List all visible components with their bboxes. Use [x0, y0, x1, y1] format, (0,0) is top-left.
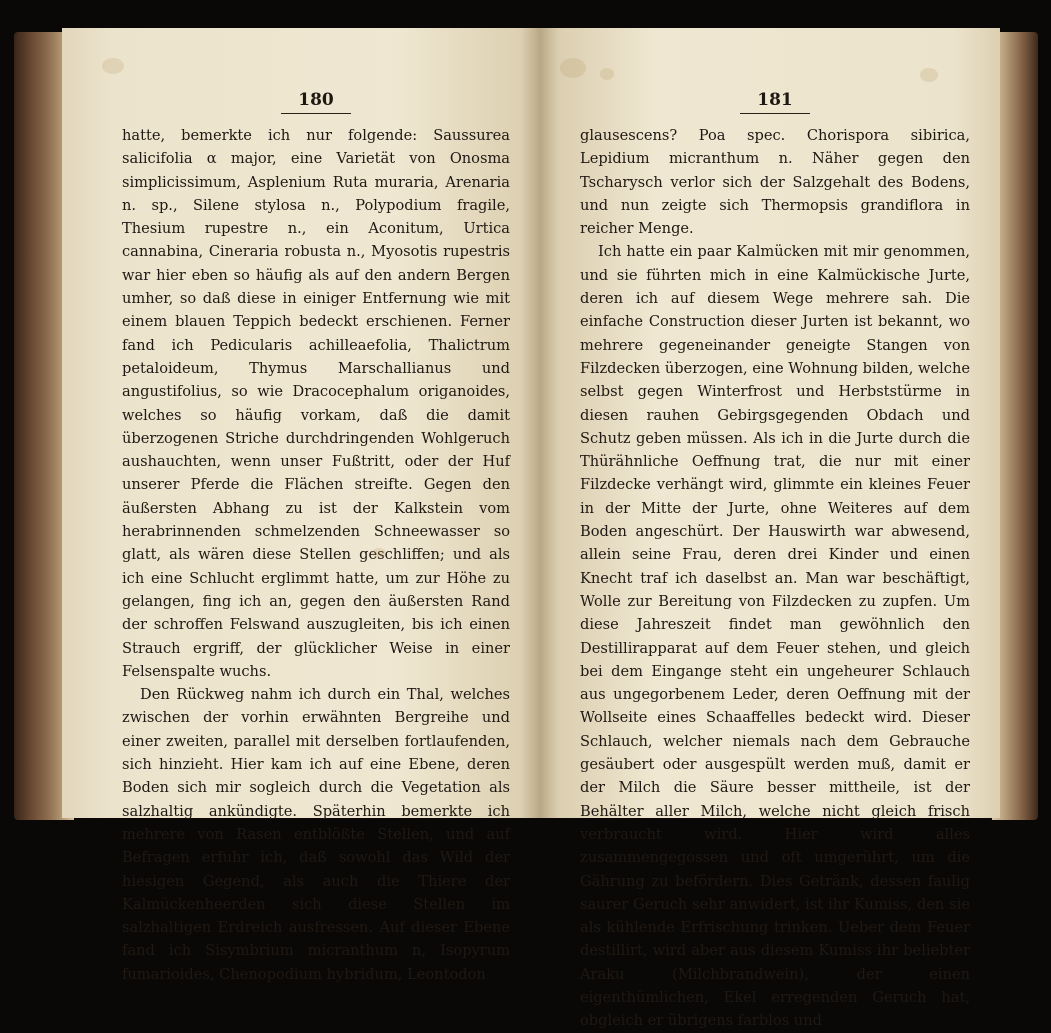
paragraph: Den Rückweg nahm ich durch ein Thal, welches zwischen der vorhin erwähnten Bergreihe und einer zweiten, parallel mit derselben fortlaufenden, sich hinzieht. Hier kam ich auf eine Ebene, deren Boden sich mir sogleich durch die Vegetation als salzhaltig ankündigte. Späterhin bemerkte ich mehrere von Rasen entblößte Stellen, und auf Befragen erfuhr ich, daß sowohl das Wild der hiesigen Gegend, als auch die Thiere der Kalmückenheerden sich diese Stellen im salzhaltigen Erdreich ausfressen. Auf dieser Ebene fand ich Sisymbrium micranthum n, Isopyrum fumarioides, Chenopodium hybridum, Leontodon [122, 686, 510, 983]
page-number: 180 [281, 90, 351, 114]
foxing-stain [102, 58, 124, 74]
foxing-stain [920, 68, 938, 82]
foxing-stain [372, 548, 386, 558]
foxing-stain [600, 68, 614, 80]
paragraph: hatte, bemerkte ich nur folgende: Saussurea salicifolia α major, eine Varietät von Onosma simplicissimum, Asplenium Ruta muraria, Arenaria n. sp., Silene stylosa n., Polypodium fragile, Thesium rupestre n., ein Aconitum, Urtica cannabina, Cineraria robusta n., Myosotis rupestris war hier eben so häufig als auf den andern Bergen umher, so daß diese in einiger Entfernung wie mit einem blauen Teppich bedeckt erschienen. Ferner fand ich Pedicularis achilleaefolia, Thalictrum petaloideum, Thymus Marschallianus und angustifolius, so wie Dracocephalum origanoides, welches so häufig vorkam, daß die damit überzogenen Striche durchdringenden Wohlgeruch aushauchten, wenn unser Fußtritt, oder der Huf unserer Pferde die Flächen streifte. Gegen den äußersten Abhang zu ist der Kalkstein vom herabrinnenden schmelzenden Schneewasser so glatt, als wären diese Stellen geschliffen; und als ich eine Schlucht erglimmt hatte, um zur Höhe zu gelangen, fing ich an, gegen den äußersten Rand der schroffen Felswand auszugleiten, bis ich einen Strauch ergriff, der glücklicher Weise in einer Felsenspalte wuchs. [122, 127, 510, 680]
paragraph: Ich hatte ein paar Kalmücken mit mir genommen, und sie führten mich in eine Kalmückische Jurte, deren ich auf diesem Wege mehrere sah. Die einfache Construction dieser Jurten ist bekannt, wo mehrere gegeneinander geneigte Stangen von Filzdecken überzogen, eine Wohnung bilden, welche selbst gegen Winterfrost und Herbststürme in diesen rauhen Gebirgsgegenden Obdach und Schutz geben müssen. Als ich in die Jurte durch die Thürähnliche Oeffnung trat, die nur mit einer Filzdecke verhängt wird, glimmte ein kleines Feuer in der Mitte der Jurte, ohne Weiteres auf dem Boden angeschürt. Der Hauswirth war abwesend, allein seine Frau, deren drei Kinder und einen Knecht traf ich daselbst an. Man war beschäftigt, Wolle zur Bereitung von Filzdecken zu zupfen. Um diese Jahreszeit findet man gewöhnlich den Destillirapparat auf dem Feuer stehen, und gleich bei dem Eingange steht ein ungeheurer Schlauch aus ungegorbenem Leder, deren Oeffnung mit der Wollseite eines Schaaffelles bedeckt wird. Dieser Schlauch, welcher niemals nach dem Gebrauche gesäubert oder ausgespült werden muß, damit er der Milch die Säure besser mittheile, ist der Behälter aller Milch, welche nicht gleich frisch verbraucht wird. Hier wird alles zusammengegossen und oft umgerührt, um die Gährung zu befördern. Dies Getränk, dessen faulig saurer Geruch sehr anwidert, ist ihr Kumiss, den sie als kühlende Erfrischung trinken. Ueber dem Feuer destillirt, wird aber aus diesem Kumiss ihr beliebter Araku (Milchbrandwein), der einen eigenthümlichen, Ekel erregenden Geruch hat, obgleich er übrigens farblos und [580, 243, 970, 1030]
foxing-stain [560, 58, 586, 78]
paragraph: glausescens? Poa spec. Chorispora sibirica, Lepidium micranthum n. Näher gegen den Tscharysch verlor sich der Salzgehalt des Bodens, und nun zeigte sich Thermopsis grandiflora in reicher Menge. [580, 127, 970, 238]
open-book [14, 28, 1038, 1030]
right-page [540, 28, 1000, 1030]
left-page [62, 28, 540, 983]
page-number: 181 [740, 90, 810, 114]
